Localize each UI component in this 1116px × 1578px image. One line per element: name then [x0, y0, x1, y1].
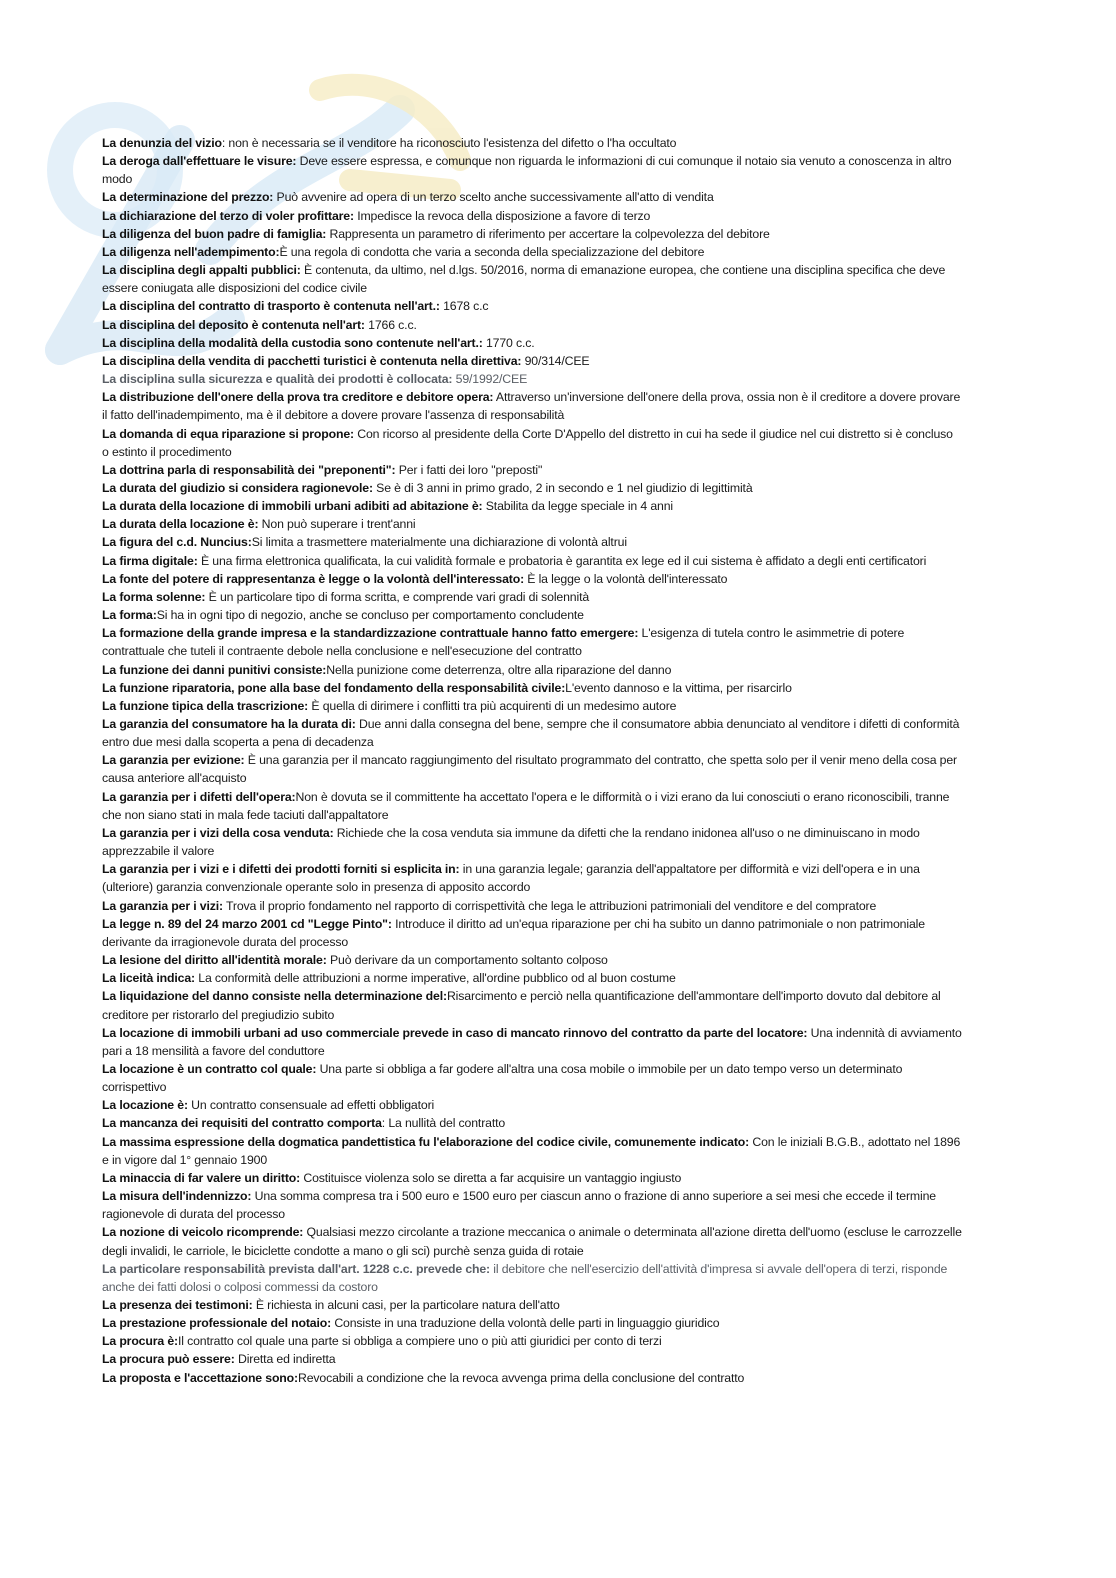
entry-term: La dichiarazione del terzo di voler profittare:	[102, 208, 354, 223]
glossary-entry	[102, 207, 962, 225]
glossary-entry	[102, 152, 962, 188]
glossary-entry	[102, 606, 962, 624]
entry-definition: Rappresenta un parametro di riferimento per accertare la colpevolezza del debitore	[326, 226, 770, 241]
entry-definition: L'evento dannoso e la vittima, per risarcirlo	[565, 680, 792, 695]
entry-definition: Può derivare da un comportamento soltanto colposo	[326, 953, 608, 968]
glossary-document	[102, 134, 962, 1387]
glossary-entry	[102, 1114, 962, 1132]
glossary-entry	[102, 515, 962, 533]
glossary-entry	[102, 1187, 962, 1223]
entry-definition: È la legge o la volontà dell'interessato	[524, 571, 728, 586]
entry-term: La locazione di immobili urbani ad uso commerciale prevede in caso di mancato rinnovo del contratto da parte del locatore:	[102, 1025, 808, 1040]
entry-definition: Stabilita da legge speciale in 4 anni	[482, 499, 673, 514]
entry-definition: 90/314/CEE	[521, 353, 590, 368]
glossary-entry	[102, 915, 962, 951]
entry-term: La forma:	[102, 608, 157, 623]
glossary-entry	[102, 1060, 962, 1096]
entry-term: La misura dell'indennizzo:	[102, 1189, 252, 1204]
entry-definition: È un particolare tipo di forma scritta, e comprende vari gradi di solennità	[205, 589, 590, 604]
entry-definition: È richiesta in alcuni casi, per la particolare natura dell'atto	[252, 1298, 560, 1312]
entry-definition: L'esigenza di tutela contro le asimmetrie di potere contrattuale che tuteli il contraente debole nella conclusione e nell'esecuzione del contratto	[102, 626, 905, 659]
entry-term: La minaccia di far valere un diritto:	[102, 1170, 301, 1185]
entry-definition: Con ricorso al presidente della Corte D'Appello del distretto in cui ha sede il giudice nel cui distretto si è concluso o estinto il procedimento	[102, 426, 953, 459]
entry-term: La locazione è:	[102, 1098, 188, 1113]
glossary-entry	[102, 425, 962, 461]
entry-definition: È una garanzia per il mancato raggiungimento del risultato programmato del contratto, che spetta solo per il venir meno della cosa per causa anteriore all'acquisto	[102, 753, 958, 786]
glossary-entry	[102, 751, 962, 787]
glossary-entry	[102, 370, 962, 388]
glossary-entry	[102, 1332, 962, 1350]
entry-term: La disciplina sulla sicurezza e qualità dei prodotti è collocata:	[102, 372, 453, 387]
entry-term: La legge n. 89 del 24 marzo 2001 cd "Legge Pinto":	[102, 916, 392, 931]
entry-definition: 1766 c.c.	[364, 317, 417, 332]
glossary-entry	[102, 715, 962, 751]
entry-definition: Il contratto col quale una parte si obbliga a compiere uno o più atti giuridici per conto di terzi	[177, 1334, 662, 1349]
entry-definition: : La nullità del contratto	[381, 1116, 506, 1131]
glossary-entry	[102, 1024, 962, 1060]
entry-term: La fonte del potere di rappresentanza è legge o la volontà dell'interessato:	[102, 571, 525, 586]
glossary-entry	[102, 1296, 962, 1314]
entry-definition: in una garanzia legale; garanzia dell'appaltatore per difformità e vizi dell'opera e in una (ulteriore) garanzia convenzionale operante solo in presenza di apposito accordo	[102, 862, 920, 895]
entry-definition: Non può superare i trent'anni	[258, 517, 416, 532]
entry-definition: Attraverso un'inversione dell'onere della prova, ossia non è il creditore a dovere provare il fatto dell'inadempimento, ma è il debitore a dovere provare l'assenza di responsabilità	[102, 390, 961, 423]
entry-term: La garanzia per i vizi della cosa venduta:	[102, 825, 334, 840]
glossary-entry	[102, 588, 962, 606]
entry-definition: Una somma compresa tra i 500 euro e 1500 euro per ciascun anno o frazione di anno superiore a sei mesi che eccede il termine ragionevole di durata del processo	[102, 1189, 936, 1222]
entry-term: La garanzia per i vizi e i difetti dei prodotti forniti si esplicita in:	[102, 862, 460, 877]
entry-definition: Per i fatti dei loro "preposti"	[395, 462, 543, 477]
entry-term: La proposta e l'accettazione sono:	[102, 1370, 298, 1385]
glossary-entry	[102, 552, 962, 570]
entry-term: La prestazione professionale del notaio:	[102, 1316, 332, 1331]
entry-definition: Impedisce la revoca della disposizione a favore di terzo	[353, 208, 651, 223]
glossary-entry	[102, 533, 962, 551]
entry-term: La funzione riparatoria, pone alla base del fondamento della responsabilità civile:	[102, 680, 566, 695]
entry-term: La nozione di veicolo ricomprende:	[102, 1225, 304, 1240]
entry-term: La diligenza del buon padre di famiglia:	[102, 226, 327, 241]
glossary-entry	[102, 1096, 962, 1114]
glossary-entry	[102, 951, 962, 969]
entry-definition: Diretta ed indiretta	[234, 1352, 336, 1367]
entry-term: La particolare responsabilità prevista dall'art. 1228 c.c. prevede che:	[102, 1261, 491, 1276]
entry-term: La diligenza nell'adempimento:	[102, 244, 280, 259]
entry-definition: Qualsiasi mezzo circolante a trazione meccanica o animale o determinata all'azione diretta dell'uomo (escluse le carrozzelle degli invalidi, le carriole, le biciclette condotte a mano o gli sci) purchè senza guida di rotaie	[102, 1225, 962, 1258]
glossary-entry	[102, 316, 962, 334]
glossary-entry	[102, 969, 962, 987]
entry-definition: 1678 c.c	[439, 299, 489, 314]
entry-term: La disciplina del deposito è contenuta nell'art:	[102, 317, 365, 332]
entry-term: La massima espressione della dogmatica pandettistica fu l'elaborazione del codice civile, comunemente indicato:	[102, 1134, 750, 1149]
entry-term: La liquidazione del danno consiste nella determinazione del:	[102, 989, 447, 1004]
entry-term: La determinazione del prezzo:	[102, 190, 274, 205]
entry-term: La firma digitale:	[102, 553, 198, 568]
entry-term: La denunzia del vizio	[102, 136, 222, 150]
entry-term: La liceità indica:	[102, 971, 195, 986]
entry-term: La presenza dei testimoni:	[102, 1298, 253, 1312]
entry-term: La lesione del diritto all'identità morale:	[102, 953, 327, 968]
glossary-entry	[102, 570, 962, 588]
entry-definition: Una parte si obbliga a far godere all'altra una cosa mobile o immobile per un dato tempo verso un determinato corrispettivo	[102, 1061, 903, 1095]
entry-definition: Due anni dalla consegna del bene, sempre che il consumatore abbia denunciato al venditore i difetti di conformità entro due mesi dalla scoperta a pena di decadenza	[102, 717, 960, 750]
entry-definition: il debitore che nell'esercizio dell'attività d'impresa si avvale dell'opera di terzi, risponde anche dei fatti dolosi o colposi commessi da costoro	[102, 1261, 948, 1294]
glossary-entry	[102, 188, 962, 206]
entry-term: La durata della locazione di immobili urbani adibiti ad abitazione è:	[102, 499, 483, 514]
entry-term: La garanzia del consumatore ha la durata di:	[102, 717, 356, 731]
entry-definition: È quella di dirimere i conflitti tra più acquirenti di un medesimo autore	[308, 698, 677, 713]
glossary-entry	[102, 134, 962, 152]
glossary-entry	[102, 788, 962, 824]
glossary-entry	[102, 1350, 962, 1368]
entry-definition: La conformità delle attribuzioni a norme imperative, all'ordine pubblico od al buon costume	[194, 971, 676, 986]
entry-term: La disciplina della vendita di pacchetti turistici è contenuta nella direttiva:	[102, 353, 522, 368]
glossary-entry	[102, 261, 962, 297]
entry-term: La domanda di equa riparazione si propone:	[102, 426, 354, 441]
entry-definition: Può avvenire ad opera di un terzo scelto anche successivamente all'atto di vendita	[273, 190, 714, 205]
entry-term: La forma solenne:	[102, 589, 206, 604]
entry-term: La garanzia per i vizi:	[102, 898, 223, 913]
entry-definition: Trova il proprio fondamento nel rapporto di corrispettività che lega le attribuzioni patrimoniali del venditore e del compratore	[222, 898, 877, 913]
glossary-entry	[102, 897, 962, 915]
glossary-entry	[102, 497, 962, 515]
entry-definition: Revocabili a condizione che la revoca avvenga prima della conclusione del contratto	[297, 1370, 745, 1385]
entry-term: La dottrina parla di responsabilità dei "preponenti":	[102, 462, 396, 477]
glossary-entry	[102, 479, 962, 497]
entry-definition: Una indennità di avviamento pari a 18 mensilità a favore del conduttore	[102, 1025, 962, 1058]
entry-definition: Con le iniziali B.G.B., adottato nel 1896 e in vigore dal 1° gennaio 1900	[102, 1134, 961, 1167]
glossary-entry	[102, 352, 962, 370]
entry-term: La mancanza dei requisiti del contratto comporta	[102, 1116, 382, 1131]
glossary-entry	[102, 1260, 962, 1296]
entry-definition: 59/1992/CEE	[452, 372, 528, 387]
entry-definition: Un contratto consensuale ad effetti obbligatori	[187, 1098, 435, 1113]
entry-term: La garanzia per i difetti dell'opera:	[102, 789, 296, 804]
entry-term: La procura è:	[102, 1334, 178, 1349]
entry-term: La distribuzione dell'onere della prova tra creditore e debitore opera:	[102, 390, 494, 405]
entry-definition: Si limita a trasmettere materialmente una dichiarazione di volontà altrui	[251, 535, 627, 550]
entry-term: La formazione della grande impresa e la standardizzazione contrattuale hanno fatto emergere:	[102, 626, 639, 641]
entry-definition: Si ha in ogni tipo di negozio, anche se concluso per comportamento concludente	[156, 608, 584, 623]
entry-term: La funzione tipica della trascrizione:	[102, 698, 309, 713]
glossary-entry	[102, 1133, 962, 1169]
glossary-entry	[102, 697, 962, 715]
glossary-entry	[102, 661, 962, 679]
entry-definition: È contenuta, da ultimo, nel d.lgs. 50/2016, norma di emanazione europea, che contiene una disciplina specifica che deve essere coniugata alle disposizioni del codice civile	[102, 263, 946, 296]
glossary-entry	[102, 297, 962, 315]
entry-term: La deroga dall'effettuare le visure:	[102, 154, 297, 169]
entry-term: La disciplina del contratto di trasporto è contenuta nell'art.:	[102, 299, 440, 314]
entry-definition: Introduce il diritto ad un'equa riparazione per chi ha subito un danno patrimoniale o non patrimoniale derivante da irragionevole durata del processo	[102, 916, 925, 949]
entry-term: La durata della locazione è:	[102, 517, 259, 532]
glossary-entry	[102, 624, 962, 660]
entry-definition: Consiste in una traduzione della volontà delle parti in linguaggio giuridico	[331, 1316, 720, 1331]
entry-term: La locazione è un contratto col quale:	[102, 1061, 317, 1076]
glossary-entry	[102, 1169, 962, 1187]
glossary-entry	[102, 388, 962, 424]
glossary-entry	[102, 1314, 962, 1332]
glossary-entry	[102, 1369, 962, 1387]
glossary-entry	[102, 679, 962, 697]
glossary-entry	[102, 243, 962, 261]
entry-term: La disciplina della modalità della custodia sono contenute nell'art.:	[102, 335, 483, 350]
entry-definition: 1770 c.c.	[482, 335, 535, 350]
glossary-entry	[102, 860, 962, 896]
glossary-entry	[102, 334, 962, 352]
glossary-entry	[102, 1223, 962, 1259]
entry-term: La garanzia per evizione:	[102, 753, 245, 768]
entry-definition: Deve essere espressa, e comunque non riguarda le informazioni di cui comunque il notaio sia venuto a conoscenza in altro modo	[102, 154, 952, 187]
entry-term: La durata del giudizio si considera ragionevole:	[102, 480, 373, 495]
glossary-entry	[102, 461, 962, 479]
entry-definition: Richiede che la cosa venduta sia immune da difetti che la rendano inidonea all'uso o ne diminuiscano in modo apprezzabile il valore	[102, 825, 920, 859]
entry-definition: È una regola di condotta che varia a seconda della specializzazione del debitore	[279, 244, 705, 259]
glossary-entry	[102, 824, 962, 860]
entry-definition: : non è necessaria se il venditore ha riconosciuto l'esistenza del difetto o l'ha occultato	[221, 136, 677, 150]
entry-definition: Nella punizione come deterrenza, oltre alla riparazione del danno	[326, 662, 672, 677]
entry-definition: Non è dovuta se il committente ha accettato l'opera e le difformità o i vizi erano da lui conosciuti o erano riconoscibili, tranne che non siano stati in mala fede taciuti dall'appaltatore	[102, 789, 950, 822]
entry-term: La funzione dei danni punitivi consiste:	[102, 662, 327, 677]
glossary-entry	[102, 987, 962, 1023]
entry-definition: Risarcimento e perciò nella quantificazione dell'ammontare dell'importo dovuto dal debitore al creditore per ristorarlo del pregiudizio subito	[102, 989, 941, 1022]
entry-term: La disciplina degli appalti pubblici:	[102, 263, 301, 278]
entry-definition: È una firma elettronica qualificata, la cui validità formale e probatoria è garantita ex lege ed il cui sistema è affidato a degli enti certificatori	[197, 553, 927, 568]
entry-definition: Costituisce violenza solo se diretta a far acquisire un vantaggio ingiusto	[300, 1170, 682, 1185]
entry-term: La procura può essere:	[102, 1352, 235, 1367]
entry-term: La figura del c.d. Nuncius:	[102, 535, 252, 550]
glossary-entry	[102, 225, 962, 243]
entry-definition: Se è di 3 anni in primo grado, 2 in secondo e 1 nel giudizio di legittimità	[372, 480, 753, 495]
